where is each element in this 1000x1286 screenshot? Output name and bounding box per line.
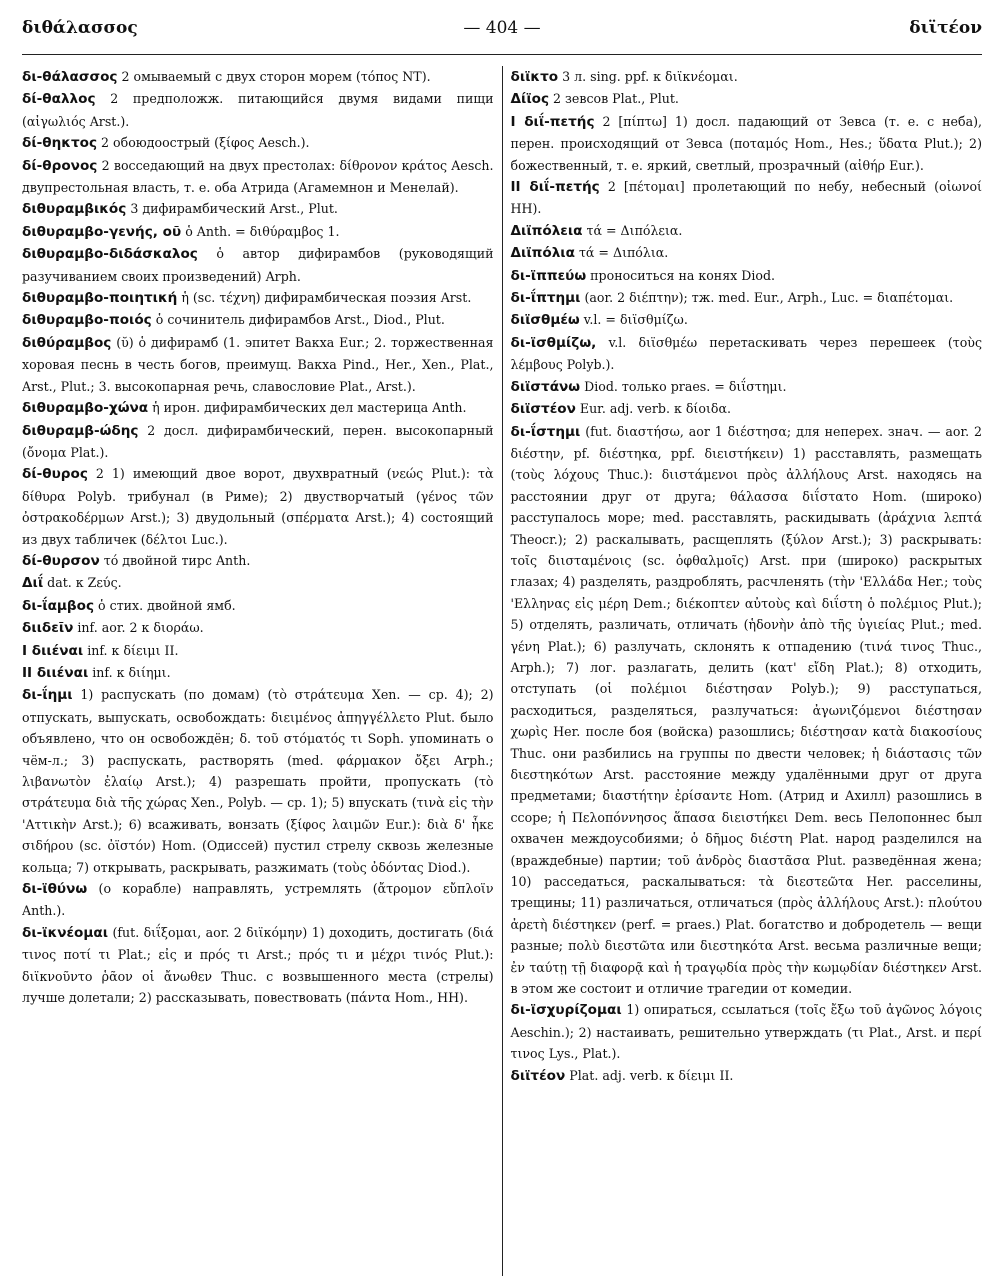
entry-definition: (fut. διΐξομαι, aor. 2 διϊκόμην) 1) доходить, достигать (διά τινος ποτί τι Plat.; εἰς и πρός τι Arst.; πρός τι и μέχρι τινός Plut.): διϊκνοῦντο ῥᾶον οἱ ἄνωθεν Thuc. с возвышенного места (стрелы) лучше долетали; 2) рассказывать, повествовать (πάντα Hom., HH). <box>22 924 494 1006</box>
entry-definition: Eur. adj. verb. к δίοιδα. <box>575 401 731 417</box>
entry-headword: διθυραμβο-ποιητική <box>22 290 178 307</box>
header-first-word: διθάλασσος <box>22 18 138 38</box>
entry-headword: δι-ϊθύνω <box>22 881 88 898</box>
entry-definition: 2 восседающий на двух престолах: δίθρονον κράτος Aesch. двупрестольная власть, т. е. оба Атрида (Агамемнон и Менелай). <box>22 157 494 196</box>
dictionary-entry <box>22 550 494 572</box>
dictionary-entry <box>22 397 494 419</box>
dictionary-entry <box>511 309 983 331</box>
dictionary-entry <box>511 999 983 1064</box>
entry-definition: inf. aor. 2 к διοράω. <box>73 620 204 636</box>
entry-definition: τά = Διπόλεια. <box>582 222 683 238</box>
dictionary-entry <box>22 595 494 617</box>
entry-headword: διθυραμβο-διδάσκαλος <box>22 246 198 263</box>
entry-definition: ὁ сочинитель дифирамбов Arst., Diod., Plut. <box>151 312 445 328</box>
entry-headword: διιδεῖν <box>22 620 74 637</box>
right-column <box>503 66 983 1276</box>
entry-headword: δί-θρονος <box>22 157 98 174</box>
entry-definition: 2 [πίπτω] 1) досл. падающий от Зевса (т. е. с неба), перен. происходящий от Зевса (ποταμός Hom., Hes.; ὕδατα Plut.); 2) божественный, т. е. яркий, светлый, прозрачный (αἰθήρ Eur.). <box>510 113 982 173</box>
entry-headword: Δίϊος <box>510 91 550 108</box>
dictionary-entry <box>22 332 494 397</box>
page-header <box>22 14 982 55</box>
dictionary-entry <box>22 922 494 1009</box>
entry-headword: διϊτέον <box>510 1067 566 1084</box>
dictionary-entry <box>511 242 983 264</box>
dictionary-entry <box>22 243 494 287</box>
entry-headword: δι-ΐαμβος <box>22 597 95 614</box>
entry-headword: Διϊπόλια <box>510 245 575 262</box>
entry-definition: Diod. только praes. = διΐστημι. <box>580 378 787 394</box>
page-number: — 404 — <box>463 18 541 38</box>
entry-headword: διϊστέον <box>510 401 576 418</box>
entry-definition: 2 зевсов Plat., Plut. <box>549 91 679 107</box>
dictionary-entry <box>511 220 983 242</box>
dictionary-entry <box>511 287 983 309</box>
entry-definition: ὁ стих. двойной ямб. <box>94 597 236 613</box>
dictionary-entry <box>22 640 494 662</box>
entry-definition: ἡ ирон. дифирамбических дел мастерица Anth. <box>148 400 467 416</box>
left-column <box>22 66 502 1276</box>
dictionary-entry <box>511 88 983 110</box>
dictionary-entry <box>511 176 983 220</box>
entry-headword: διθυραμβ-ώδης <box>22 422 139 439</box>
entry-headword: δι-ϊσθμίζω, <box>510 334 597 351</box>
entry-headword: δι-ΐστημι <box>510 423 581 440</box>
entry-definition: 3 л. sing. ppf. к διϊκνέομαι. <box>558 69 738 84</box>
entry-definition: dat. к Ζεύς. <box>43 575 122 591</box>
dictionary-entry <box>22 662 494 684</box>
columns <box>22 66 982 1276</box>
entry-definition: 2 1) имеющий двое ворот, двухвратный (νεώς Plut.): τὰ δίθυρα Polyb. трибунал (в Риме); 2) двустворчатый (γένος τῶν ὀστρακοδέρμων Arst.); 3) двудольный (σπέρματα Arst.); 4) состоящий из двух табличек (δέλτοι Luc.). <box>22 466 494 547</box>
entry-headword: δι-ΐπτημι <box>510 290 581 307</box>
entry-headword: δι-θάλασσος <box>22 69 118 85</box>
entry-definition: ἡ (sc. τέχνη) дифирамбическая поэзия Arst. <box>177 290 472 306</box>
dictionary-entry <box>22 309 494 331</box>
entry-headword: δί-θυρσον <box>22 552 100 569</box>
entry-headword: δι-ϊππεύω <box>510 267 587 284</box>
entry-definition: 2 омываемый с двух сторон морем (τόπος NT). <box>117 69 431 84</box>
entry-definition: τό двойной тирс Anth. <box>99 552 251 568</box>
dictionary-entry <box>511 332 983 376</box>
dictionary-entry <box>511 398 983 420</box>
dictionary-entry <box>511 376 983 398</box>
entry-definition: (ῠ) ὁ дифирамб (1. эпитет Вакха Eur.; 2. торжественная хоровая песнь в честь богов, преимущ. Вакха Pind., Her., Xen., Plat., Arst., Plut.; 3. высокопарная речь, славословие Plat., Arst.). <box>22 334 494 394</box>
entry-definition: 3 дифирамбический Arst., Plut. <box>126 201 338 217</box>
entry-definition: v.l. = διϊσθμίζω. <box>579 312 688 328</box>
entry-definition: 1) опираться, ссылаться (τοῖς ἔξω τοῦ ἀγῶνος λόγοις Aeschin.); 2) настаивать, решительно утверждать (τι Plat., Arst. и περί τινος Lys., Plat.). <box>510 1002 982 1062</box>
dictionary-entry <box>22 572 494 594</box>
entry-headword: δί-θυρος <box>22 466 88 483</box>
entry-definition: 1) распускать (по домам) (τὸ στράτευμα Xen. — ср. 4); 2) отпускать, выпускать, освобождать: διειμένος ἀπηγγέλλετο Plut. было объявлено, что он освобождён; δ. τοῦ στόματός τι Soph. упоминать о чём-л.; 3) распускать, растворять (med. φάρμακον ὄξει Arph.; λιβανωτὸν ἐλαίῳ Arst.); 4) разрешать пройти, пропускать (τὸ στράτευμα διὰ τῆς χώρας Xen., Polyb. — ср. 1); 5) впускать (τινὰ εἰς τὴν 'Αττικὴν Arst.); 6) всаживать, вонзать (ξίφος λαιμῶν Eur.): διὰ δ' ἧκε σιδήρου (sc. ὀϊστόν) Hom. (Одиссей) пустил стрелу сквозь железные кольца; 7) открывать, раскрывать, разжимать (τοὺς ὀδόντας Diod.). <box>22 687 494 875</box>
entry-definition: 2 досл. дифирамбический, перен. высокопарный (ὄνομα Plat.). <box>22 422 494 460</box>
entry-definition: 2 предположж. питающийся двумя видами пищи (αἰγωλιός Arst.). <box>22 91 494 129</box>
dictionary-entry <box>511 265 983 287</box>
dictionary-entry <box>511 111 983 176</box>
entry-headword: διθυραμβο-γενής, οῦ <box>22 223 182 240</box>
entry-headword: δί-θαλλος <box>22 91 96 108</box>
entry-headword: Διϊπόλεια <box>510 222 583 239</box>
dictionary-entry <box>22 88 494 132</box>
dictionary-entry <box>22 198 494 220</box>
entry-definition: проноситься на конях Diod. <box>586 267 776 283</box>
entry-headword: διθυραμβο-ποιός <box>22 312 152 329</box>
header-last-word: διϊτέον <box>909 18 982 38</box>
entry-headword: I διιέναι <box>22 642 84 659</box>
entry-headword: διθυραμβο-χώνα <box>22 400 149 417</box>
entry-definition: 2 [πέτομαι] пролетающий по небу, небесный (οἰωνοί HH). <box>510 179 982 217</box>
entry-headword: διϊκτο <box>510 69 559 85</box>
entry-definition: (fut. διαστήσω, aor 1 διέστησα; для неперех. знач. — aor. 2 διέστην, pf. διέστηκα, ppf. διειστήκειν) 1) расставлять, размещать (τοὺς λόχους Thuc.): διιστάμενοι πρὸς ἀλλήλους Arst. находясь на расстоянии друг от друга; θάλασσα διΐστατο Hom. (широко) расступалось море; med. расставлять, раскидывать (ἀράχνια λεπτά Theocr.); 2) раскалывать, расщеплять (ξύλον Arst.); 3) раскрывать: τοῖς διισταμένοις (sc. ὀφθαλμοῖς) Arst. при (широко) раскрытых глазах; 4) разделять, раздроблять, расчленять (τὴν 'Ελλάδα Her.; τοὺς 'Ελληνας εἰς μέρη Dem.; διέκοπτεν αὐτοὺς καὶ διΐστη ὁ πολέμιος Plut.); 5) отделять, различать, отличать (ἡδονὴν ἀπὸ τῆς ὑγιείας Plut.; med. γένη Plat.); 6) разлучать, склонять к отпадению (τινά τινος Thuc., Arph.); 7) лог. разлагать, делить (κατ' εἴδη Plat.); 8) отходить, отступать (οἱ πολέμιοι διέστησαν Polyb.); 9) расступаться, расходиться, разделяться, разлучаться: ἀγωνιζόμενοι διέστησαν χωρὶς Her. после боя (войска) разошлись; διέστησαν κατὰ διακοσίους Thuc. они разбились на группы по двести человек; ἡ διάστασις τῶν διεστηκότων Arst. расстояние между удалёнными друг от друга предметами; διαστήτην ἐρίσαντε Hom. (Атрид и Ахилл) разошлись в ссоре; ἡ Πελοπόννησος ἅπασα διειστήκει Dem. весь Пелопоннес был охвачен междоусобиями; ὁ δῆμος διέστη Plat. народ разделился на (враждебные) партии; τοῦ ἀνδρὸς διαστᾶσα Plut. разведённая жена; 10) расседаться, раскалываться: τὰ διεστεῶτα Her. расселины, трещины; 11) различаться, отличаться (πρὸς ἀλλήλους Arst.): πλούτου ἀρετὴ διέστηκεν (perf. = praes.) Plat. богатство и добродетель — вещи разные; πολὺ διεστῶτα или διεστηκότα Arst. весьма различные вещи; ἐν ταύτῃ τῇ διαφορᾷ καὶ ἡ τραγῳδία πρὸς τὴν κωμῳδίαν διέστηκεν Arst. в этом же состоит и отличие трагедии от комедии. <box>510 423 982 997</box>
entry-headword: I διΐ-πετής <box>510 113 595 130</box>
entry-headword: δι-ϊκνέομαι <box>22 924 109 941</box>
entry-headword: II διιέναι <box>22 664 89 681</box>
dictionary-entry <box>511 1065 983 1087</box>
entry-definition: (aor. 2 διέπτην); тж. med. Eur., Arph., Luc. = διαπέτομαι. <box>580 290 954 306</box>
dictionary-entry <box>22 287 494 309</box>
dictionary-entry <box>511 421 983 1000</box>
entry-definition: ὁ автор дифирамбов (руководящий разучиванием своих произведений) Arph. <box>22 246 494 284</box>
entry-definition: v.l. διϊσθμέω перетаскивать через перешеек (τοὺς λέμβους Polyb.). <box>510 334 982 373</box>
entry-definition: ὁ Anth. = διθύραμβος 1. <box>181 223 340 239</box>
entry-definition: Plat. adj. verb. к δίειμι II. <box>565 1067 734 1083</box>
dictionary-entry <box>22 420 494 464</box>
entry-definition: (о корабле) направлять, устремлять (ἄτρομον εὔπλοϊν Anth.). <box>22 881 494 919</box>
dictionary-entry <box>22 684 494 878</box>
entry-definition: 2 обоюдоострый (ξίφος Aesch.). <box>97 135 310 151</box>
entry-headword: δι-ΐημι <box>22 687 73 704</box>
entry-headword: Διΐ <box>22 575 44 592</box>
entry-headword: διθύραμβος <box>22 334 112 351</box>
dictionary-entry <box>22 221 494 243</box>
dictionary-entry <box>22 132 494 154</box>
entry-headword: δι-ϊσχυρίζομαι <box>510 1002 622 1019</box>
entry-headword: διϊστάνω <box>510 378 581 395</box>
entry-definition: inf. к διίημι. <box>88 664 171 680</box>
entry-definition: τά = Διπόλια. <box>574 245 669 261</box>
dictionary-entry <box>22 617 494 639</box>
entry-headword: II διΐ-πετής <box>510 179 600 196</box>
entry-headword: διϊσθμέω <box>510 312 580 329</box>
dictionary-entry <box>511 66 983 88</box>
dictionary-entry <box>22 878 494 922</box>
entry-headword: διθυραμβικός <box>22 201 127 218</box>
entry-definition: inf. к δίειμι II. <box>83 642 179 658</box>
dictionary-entry <box>22 66 494 88</box>
dictionary-entry <box>22 155 494 199</box>
dictionary-entry <box>22 463 494 550</box>
entry-headword: δί-θηκτος <box>22 135 98 152</box>
dictionary-page <box>22 14 982 1276</box>
